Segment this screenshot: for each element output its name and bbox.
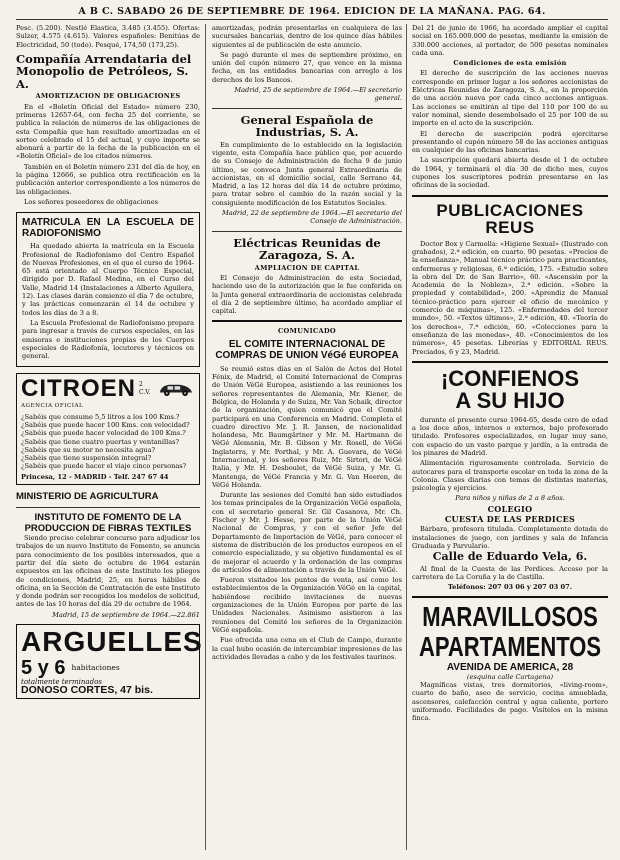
- radio-school-text: La Escuela Profesional de Radiofonismo prepara para ingresar a través de cursos especiales, en las emisoras e instituciones propias de los Cuerpos especiales de Radiofonía, locutores y técnicos en general.: [22, 318, 194, 361]
- divider: [412, 361, 608, 363]
- divider: [412, 195, 608, 197]
- citroen-ad: [16, 373, 200, 485]
- vege-text: Fueron visitados los puntos de venta, así como los establecimientos de la Organización VéGé en la capital, habiéndose recibido invitaciones de nuevas organizaciones de la Unión Europea por parte de las Unidades Nacionales. Asimismo asistieron a las reuniones del Comité los señores de la Organización VéGé española.: [212, 576, 402, 634]
- signature: Madrid, 25 de septiembre de 1964.—El secretario general.: [234, 86, 402, 103]
- vege-text: Durante las sesiones del Comité han sido estudiados los temas principales de la Organización VéGé española, con el secretario general Sr. Gil Casanova, Mr. Ch. Fischer y Mr. J. Hesse, por parte de la Unión VéGé Nacional de Compras, y con el señor Jefe del Departamento de Importación de VéGé, para conocer el sistema de distribución de los productos europeos en el comercio especializado, y su objetivo fundamental es el de mejorar el acuerdo y la ordenación de las compras de artículos de alimentación a través de la Unión VéGé.: [212, 491, 402, 574]
- vege-text: Fue ofrecida una cena en el Club de Campo, durante la cual hubo ocasión de intercambiar impresiones de las actividades llevadas a cabo y de los festivales taurinos.: [212, 636, 402, 661]
- arguelles-label: habitaciones: [71, 662, 120, 672]
- colegio-label: COLEGIO: [487, 503, 533, 514]
- maravillosos-sub: (esquina calle Cartagena): [466, 672, 554, 681]
- citroen-line: ¿Sabéis que consume 5,5 litros a los 100 Kms.?: [21, 412, 180, 421]
- confienos-line: Para niños y niñas de 2 a 8 años.: [455, 494, 565, 503]
- arguelles-address: DONOSO CORTES, 47 bis.: [21, 684, 153, 697]
- column-divider: [406, 24, 407, 850]
- campsa-paragraph: También en el Boletín número 231 del día de hoy, en la página 12666, se publica otra rectificación en la publicación anterior correspondiente a los números de las obligaciones.: [16, 162, 200, 196]
- electricas-subtitle: AMPLIACION DE CAPITAL: [254, 263, 360, 272]
- colegio-phones: Teléfonos: 207 03 06 y 207 03 07.: [447, 583, 573, 592]
- ministerio-title: MINISTERIO DE AGRICULTURA: [16, 491, 159, 503]
- divider: [412, 596, 608, 598]
- divider: [16, 507, 200, 508]
- electricas-text: El Consejo de Administración de esta Sociedad, haciendo uso de la autorización que le fue conferida en la Junta general extraordinaria de accionistas celebrada el día 2 de septiembre último, ha acordado ampliar el capital.: [212, 273, 402, 316]
- citroen-line: ¿Sabéis que tiene suspensión integral?: [21, 454, 152, 463]
- radio-school-title: MATRICULA EN LA ESCUELA DE RADIOFONISMO: [22, 217, 194, 240]
- confienos-text: Alimentación rigurosamente controlada. Servicio de autocares para el transporte escolar en toda la zona de la Colonia. Clases diarias con temas de distintas materias, psicología y ejercicios.: [412, 459, 608, 493]
- page-header: A B C. SABADO 26 DE SEPTIEMBRE DE 1964. EDICION DE LA MAÑANA. PAG. 64.: [16, 6, 608, 20]
- arguelles-ad: [16, 624, 203, 699]
- maravillosos-text: Magníficas vistas, tres dormitorios, «living-room», cuarto de baño, aseo de servicio, cocina amueblada, ascensores, calefacción central y agua caliente, portero uniformado. Facilidades de pago. Visítelos en la misma finca.: [412, 681, 608, 723]
- electricas-title: Eléctricas Reunidas de Zaragoza, S. A.: [233, 235, 381, 263]
- campsa-paragraph: Los señores poseedores de obligaciones: [24, 197, 159, 206]
- campsa-subtitle: AMORTIZACION DE OBLIGACIONES: [35, 92, 181, 101]
- conditions-text: El derecho de suscripción podrá ejercitarse presentando el cupón número 58 de las acciones antiguas en cualquier de las oficinas bancarias.: [412, 129, 608, 155]
- industrias-signature: Madrid, 22 de septiembre de 1964.—El secretario del Consejo de Administración.: [222, 209, 402, 226]
- publicaciones-text: Doctor Box y Carmella: «Higiene Sexual» (Ilustrado con grabados), 2.ª edición, en cuarto. 90 pesetas. «Precios de la enseñanza», Manual técnico práctico para practicantes, enfermeras y religiosas, 6.ª edición, 175. «Estudio sobre la obra del Dr. de San Barrio», 60. «Ascensión por la Academia de la Nobleza», 2.ª edición. «Sobre la propiedad y contabilidad», 200. «Aprendiz de Manual técnico-práctico para ejercer el oficio de mecánico y comercio de máquinas», 125. «Enfermedades del tercer mundo», 50. «Textos últimos», 2.ª edición, 40. «Teoría de los derechos», 7.ª edición, 60. «Colecciones para la enseñanza de las monedas», 40. «Conocimientos de los números», 45 pesetas. Librerías y EDITORIAL REUS. Preciados, 6 y 23, Madrid.: [412, 239, 608, 356]
- conditions-text: El derecho de suscripción de las acciones nuevas corresponde en primer lugar a los señores accionistas de Eléctricas Reunidas de Zaragoza, S. A., en la proporción de una acción nueva por cada cinco acciones antiguas. Las acciones se emitirán al tipo del 110 por 100 de su valor nominal, siendo desembolsado el 25 por 100 de su importe en el acto de la suscripción.: [412, 69, 608, 128]
- arguelles-number: 5 y 6: [21, 657, 66, 680]
- colegio-text: Al final de la Cuesta de las Perdices. Acceso por la carretera de La Coruña y la de Castilla.: [412, 564, 608, 581]
- campsa-paragraph: En el «Boletín Oficial del Estado» número 230, primeras 12657-64, con fecha 25 del corriente, se publica la relación de números de las obligaciones de esta Compañía que han resultado amortizadas en el sorteo celebrado el 15 del actual, y cuyo importe se abonará a partir de la fecha de la publicación en el «Boletín Oficial» de los citados números.: [16, 102, 200, 161]
- ministerio-text: Siendo preciso celebrar concurso para adjudicar los trabajos de un nuevo Instituto de Fomento, se anuncia para conocimiento de los posibles interesados, que a partir del día siete de octubre de 1964 estarán expuestos en las oficinas de este Instituto los pliegos de condiciones, Madrid, 25, en horas hábiles de oficina, en la Sección de Contratación de este Instituto y donde podrán ser recogidos los modelos de solicitud, antes de las 10 horas del día 29 de octubre de 1964.: [16, 534, 200, 609]
- colegio-street: Calle de Eduardo Vela, 6.: [432, 550, 588, 564]
- confienos-title-2: A SU HIJO: [455, 387, 565, 413]
- citroen-line: ¿Sabéis que su motor no necesita agua?: [21, 445, 156, 454]
- colegio-text: Bárbara, profesora titulada. Completamente dotada de instalaciones de juego, con jardines y sala de Infancia Graduada y Parvulario.: [412, 525, 608, 550]
- citroen-address: Princesa, 12 - MADRID - Telf. 247 67 44: [21, 472, 169, 481]
- citroen-model: 2 C.V.: [139, 381, 151, 397]
- citroen-line: ¿Sabéis que puede hacer el viaje cinco personas?: [21, 462, 187, 471]
- citroen-line: ¿Sabéis que puede hacer velocidad de 100 Kms.?: [21, 429, 186, 438]
- radio-school-text: Ha quedado abierta la matrícula en la Escuela Profesional de Radiofonismo del Centro Español de Nuevas Profesiones, en el que el curso de 1964-65 está orientado al Cuerpo Técnico Especial, dirigido por D. Rafael Medina, en el Curso del Valle, Madrid 14 (Instalaciones a Alberto Aguilera, 12). Las clases darán comienzo el día 7 de octubre, y las prácticas comenzarán el 14 de octubre y todos los días de 3 a 8.: [22, 242, 194, 317]
- divider: [212, 108, 402, 109]
- citroen-agency: AGENCIA OFICIAL: [21, 403, 84, 410]
- maravillosos-title: MARAVILLOSOS: [422, 601, 598, 633]
- industrias-title: General Española de Industrias, S. A.: [240, 112, 374, 140]
- car-icon: [157, 378, 195, 400]
- confienos-title: ¡CONFIENOS: [440, 365, 580, 391]
- column-3: [412, 24, 608, 725]
- divider: [212, 320, 402, 322]
- column-1: [16, 24, 203, 705]
- maravillosos-title-2: APARTAMENTOS: [418, 631, 602, 663]
- column-divider: [205, 24, 206, 850]
- colegio-name: CUESTA DE LAS PERDICES: [444, 514, 576, 525]
- divider: [212, 231, 402, 232]
- citroen-line: ¿Sabéis que tiene cuatro puertas y ventanillas?: [21, 437, 180, 446]
- arguelles-line: totalmente terminados: [21, 678, 102, 687]
- industrias-text: En cumplimiento de lo establecido en la legislación vigente, esta Compañía hace público que, por acuerdo de su Consejo de Administración de fecha 9 de junio último, se convoca Junta general Extraordinaria de accionistas, en el domicilio social, calle Serrano 44, Madrid, a las 12 horas del día 14 de octubre próximo, para tratar sobre el cambio de la razón social y la consiguiente modificación de los Estatutos Sociales.: [212, 140, 402, 207]
- radio-school-box: [16, 212, 200, 367]
- ministerio-signature: Madrid, 15 de septiembre de 1964.—22.861: [52, 610, 200, 619]
- continued-text: amortizadas, podrán presentarlas en cualquiera de las sucursales bancarias, dentro de los quince días hábiles siguientes al de publicación de este anuncio.: [212, 24, 402, 49]
- vege-text: Se reunió estos días en el Salón de Actos del Hotel Fénix, de Madrid, el Comité Internacional de Compras de Unión VéGé Europea, asistiendo a las reuniones los señores representantes de Alemania, Mr. Kiener, de Bélgica, de Holanda y de Suiza, Mr. Van Schaik, director de la organización, quien comunicó que el Comité participará en una Conferencia en Madrid. Completa el cuadro directivo Mr. J. R. Jansen, de nacionalidad holandesa, Mr. Baumgärtner y Mr. M. Hartmann de VéGé Alemania, Mr. B. Gibson y Mr. Rosell, de VéGé Inglaterra, y Mr. Porthal, y Mr. A. Guevara, de VéGé Internacional, y los señores Ruiz, Mr. Sirtori, de VéGé Italia, y Mr. H. Desboulet, de VéGé Suiza, y Mr. G. Mantenga, de VéGé Francia y Mr. G. Van Heeren, de VéGé Holanda.: [212, 364, 402, 489]
- arguelles-title: ARGUELLES: [21, 626, 203, 658]
- ministerio-subtitle: INSTITUTO DE FOMENTO DE LA PRODUCCION DE FIBRAS TEXTILES: [24, 512, 192, 534]
- vege-label: COMUNICADO: [278, 327, 336, 336]
- continued-text: Se pagó durante el mes de septiembre próximo, en unión del cupón número 27, que vence en la misma fecha, en las entidades bancarias con arreglo a los derechos de los Bancos.: [212, 50, 402, 84]
- maravillosos-address: AVENIDA DE AMERICA, 28: [446, 662, 574, 674]
- confienos-text: durante el presente curso 1964-65, desde cero de edad a los doce años, internos o externos, bajo profesorado titulado. Profesores especializados, en lugar muy sano, con espacio de un vasto parque y jardín, a la entrada de los pinares de Madrid.: [412, 415, 608, 457]
- conditions-text: La suscripción quedará abierta desde el 1 de octubre de 1964, y terminará el día 30 de dicho mes, cuyos cupones los suscriptores podrán presentarse en las oficinas de la sociedad.: [412, 156, 608, 190]
- publicaciones-title: PUBLICACIONES REUS: [436, 200, 584, 237]
- campsa-title: Compañía Arrendataria del Monopolio de Petróleos, S. A.: [16, 51, 192, 91]
- vege-title: EL COMITE INTERNACIONAL DE COMPRAS DE UNION VéGé EUROPEA: [215, 338, 399, 362]
- continued-text: Del 21 de junio de 1966, ha acordado ampliar el capital social en 165.000.000 de pesetas, mediante la emisión de 330.000 acciones, al portador, de 500 pesetas nominales cada una.: [412, 24, 608, 57]
- conditions-title: Condiciones de esta emisión: [453, 59, 567, 68]
- citroen-logo: CITROEN: [21, 375, 136, 403]
- stock-quotes: Pesc. (5.200). Nestlé Elastica, 3.485 (3.455). Ofertas: Sulzer, 4.575 (4.615). Valores españoles: Benitúas de Electricidad, 50 (todo). Pesqué, 174,50 (173,25).: [16, 24, 200, 49]
- column-2: [212, 24, 402, 663]
- citroen-line: ¿Sabéis que puede hacer 100 Kms. con velocidad?: [21, 421, 190, 429]
